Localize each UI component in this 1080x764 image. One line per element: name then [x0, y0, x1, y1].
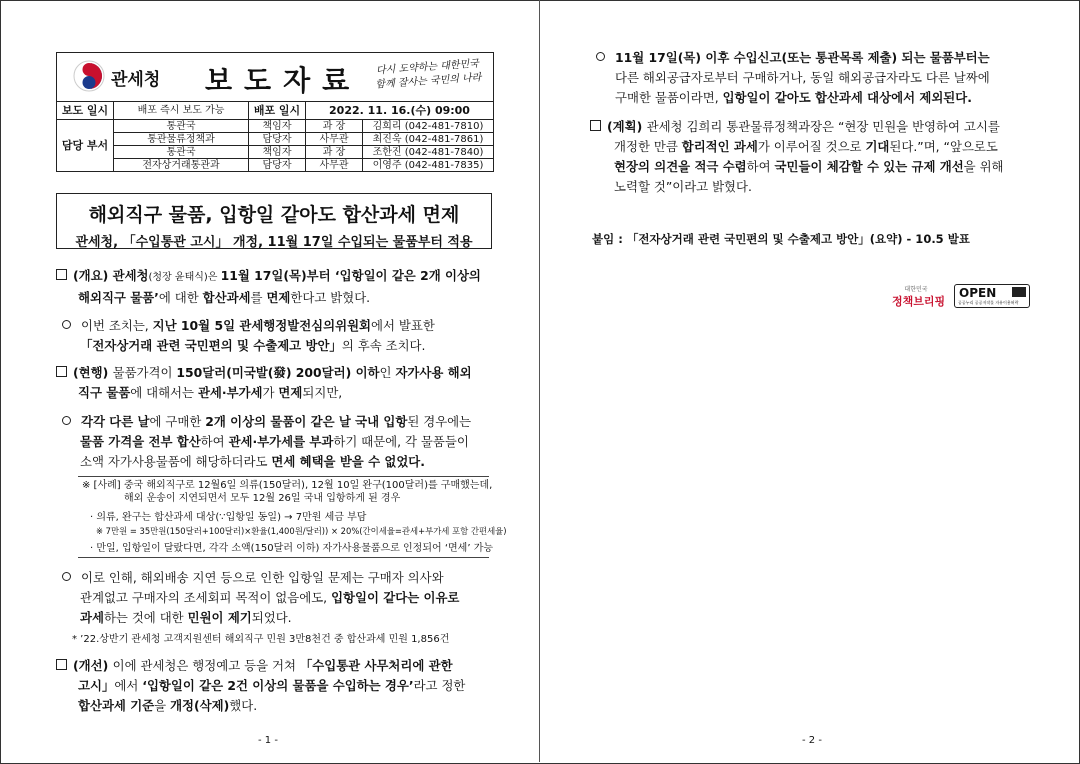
dept-label: 담당 부서 — [57, 120, 114, 172]
slogan-line-1: 다시 도약하는 대한민국 — [375, 58, 480, 77]
title-cell: 과 장 — [306, 146, 363, 159]
text-run: 을 위해 — [963, 159, 1004, 174]
text-run: 인 — [379, 365, 396, 380]
text-run: 입항일이 같아도 합산과세 대상에서 제외된다. — [722, 90, 972, 105]
page-1 — [0, 0, 540, 762]
section-plan — [590, 117, 1035, 197]
footnote: * ’22.상반기 관세청 고객지원센터 해외직구 민원 3만8천건 중 합산과세 민원 1,856건 — [72, 634, 450, 645]
page-number: - 2 - — [802, 735, 822, 746]
open-label-small: 공공누리 공공저작물 자유이용허락 — [958, 300, 1019, 305]
text-run: 「수입통관 사무처리에 관한 — [299, 658, 453, 673]
slogan-line-2: 함께 잘사는 국민의 나라 — [375, 72, 482, 91]
text-run: 다른 해외공급자로부터 구매하거나, 동일 해외공급자라도 다른 날짜에 — [615, 70, 990, 85]
dept-cell: 통관물류정책과 — [114, 133, 249, 146]
release-info-table — [56, 101, 494, 172]
case-line: · 의류, 완구는 합산과세 대상(∵입항일 동일) → 7만원 세금 부담 — [90, 512, 367, 523]
text-run: 고시」 — [78, 678, 115, 693]
text-run: 이에 관세청은 행정예고 등을 거쳐 — [112, 658, 300, 673]
policy-briefing-logo — [892, 284, 946, 308]
text-run: (개선) — [73, 658, 113, 673]
open-license-badge — [954, 284, 1030, 308]
text-run: 합산과세 — [202, 290, 251, 305]
text-run: 한다고 밝혔다. — [290, 290, 371, 305]
square-bullet-icon — [56, 366, 67, 377]
text-run: 개정(삭제) — [170, 698, 230, 713]
text-run: 에 대한 — [158, 290, 203, 305]
headline-sub: 관세청, 「수입통관 고시」 개정, 11월 17일 수입되는 물품부터 적용 — [75, 235, 473, 250]
text-run: 개정한 만큼 — [614, 139, 682, 154]
text-run: 를 — [250, 290, 267, 305]
open-label: OPEN — [959, 286, 997, 300]
section-overview — [56, 266, 496, 308]
text-run: 하여 — [200, 434, 229, 449]
text-run: (청장 윤태식)은 — [148, 272, 221, 283]
text-run: 에 대해서는 — [130, 385, 198, 400]
attachment-note: 붙임 : 「전자상거래 관련 국민편의 및 수출제고 방안」(요약) - 10.5 발표 — [592, 232, 970, 246]
text-run: 가 이루어질 것으로 — [757, 139, 866, 154]
text-run: 관계없고 구매자의 조세회피 목적이 없음에도, — [80, 590, 332, 605]
text-run: 물품 가격을 전부 합산 — [80, 434, 201, 449]
document-title: 보도자료 — [205, 64, 362, 97]
text-run: 합산과세 기준 — [78, 698, 155, 713]
text-run: 물품가격 — [112, 365, 161, 380]
taegeuk-logo-icon — [73, 60, 105, 92]
paragraph-exclusion — [596, 48, 1036, 108]
text-run: 2개 이상의 물품이 같은 날 국내 입항 — [205, 414, 408, 429]
text-run: 민원이 제기 — [187, 610, 252, 625]
brief-logo-text: 정책브리핑 — [892, 295, 946, 308]
press-header — [56, 52, 494, 102]
agency-name: 관세청 — [111, 70, 161, 90]
contact-cell: 조한진 (042-481-7840) — [363, 146, 494, 159]
text-run: 150달러(미국발(發) 200달러) 이하 — [176, 365, 380, 380]
title-cell: 사무관 — [306, 133, 363, 146]
text-run: 라고 정한 — [413, 678, 466, 693]
page-number: - 1 - — [258, 735, 278, 746]
text-run: 합리적인 과세 — [681, 139, 758, 154]
case-example-box — [78, 476, 507, 558]
text-run: 된다.”며, “앞으로도 — [889, 139, 998, 154]
text-run: 에서 — [114, 678, 143, 693]
text-run: 하기 때문에, 각 물품들이 — [333, 434, 469, 449]
role-cell: 담당자 — [249, 133, 306, 146]
text-run: 가 — [262, 385, 279, 400]
text-run: 이 — [160, 365, 177, 380]
deliver-label: 배포 일시 — [249, 102, 306, 120]
case-line: 해외 운송이 지연되면서 모두 12월 26일 국내 입항하게 된 경우 — [124, 493, 401, 504]
case-line: · 만일, 입항일이 달랐다면, 각각 소액(150달러 이하) 자가사용물품으로 인정되어 ‘면세’ 가능 — [90, 543, 494, 554]
text-run: ‘입항일이 같은 2건 이상의 물품을 수입하는 경우’ — [142, 678, 414, 693]
text-run: 하여 — [746, 159, 775, 174]
text-run: 기대 — [865, 139, 890, 154]
release-label: 보도 일시 — [57, 102, 114, 120]
text-run: 이번 조치는, — [81, 318, 153, 333]
text-run: (계획) — [607, 119, 647, 134]
text-run: 에서 발표한 — [371, 318, 435, 333]
contact-cell: 최진욱 (042-481-7861) — [363, 133, 494, 146]
case-line: ※ 7만원 = 35만원(150달러+100달러)×환율(1,400원/달러)) × 20%(간이세율=관세+부가세 포함 간편세율) — [96, 526, 507, 536]
dept-cell: 통관국 — [114, 120, 249, 133]
deliver-value: 2022. 11. 16.(수) 09:00 — [306, 102, 494, 120]
text-run: 에 구매한 — [149, 414, 206, 429]
text-run: 했다. — [229, 698, 258, 713]
text-run: 의 후속 조치다. — [341, 338, 426, 353]
text-run: 을 — [154, 698, 171, 713]
paragraph-problem — [62, 412, 494, 472]
text-run: 구매한 물품이라면, — [615, 90, 723, 105]
release-value: 배포 즉시 보도 가능 — [114, 102, 249, 120]
square-bullet-icon — [56, 269, 67, 280]
text-run: 관세청 김희리 통관물류정책과장은 “현장 민원을 반영하여 고시를 — [646, 119, 1000, 134]
text-run: 현장의 의견을 적극 수렴 — [614, 159, 747, 174]
section-improvement — [56, 656, 496, 716]
dept-cell: 전자상거래통관과 — [114, 159, 249, 172]
text-run: 관세·부가세를 부과 — [228, 434, 334, 449]
circle-bullet-icon — [62, 416, 71, 425]
text-run: 국민들이 체감할 수 있는 규제 개선 — [774, 159, 964, 174]
role-cell: 책임자 — [249, 146, 306, 159]
contact-cell: 이영주 (042-481-7835) — [363, 159, 494, 172]
paragraph-complaints — [62, 568, 494, 628]
text-run: 각각 다른 날 — [81, 414, 150, 429]
text-run: 면세 혜택을 받을 수 없었다. — [271, 454, 425, 469]
headline-main: 해외직구 물품, 입항일 같아도 합산과세 면제 — [88, 204, 460, 226]
text-run: 과세 — [80, 610, 104, 625]
text-run: 이로 인해, 해외배송 지연 등으로 인한 입항일 문제는 구매자 의사와 — [81, 570, 444, 585]
text-run: 자가사용 해외 — [395, 365, 472, 380]
title-cell: 사무관 — [306, 159, 363, 172]
text-run: 소액 자가사용물품에 해당하더라도 — [80, 454, 272, 469]
text-run: 되지만, — [302, 385, 343, 400]
text-run: 하는 것에 대한 — [103, 610, 188, 625]
text-run: 관세·부가세 — [197, 385, 263, 400]
license-icon — [1012, 287, 1026, 297]
text-run: 「전자상거래 관련 국민편의 및 수출제고 방안」 — [80, 338, 342, 353]
title-cell: 과 장 — [306, 120, 363, 133]
paragraph-measure — [62, 316, 492, 356]
page-2 — [540, 0, 1078, 762]
headline-box — [56, 193, 492, 249]
text-run: (개요) — [73, 268, 113, 283]
text-run: 해외직구 물품’ — [78, 290, 159, 305]
text-run: 관세청 — [112, 268, 149, 283]
text-run: 노력할 것”이라고 밝혔다. — [614, 179, 752, 194]
text-run: 입항일이 같다는 이유로 — [331, 590, 460, 605]
role-cell: 책임자 — [249, 120, 306, 133]
text-run: 면제 — [266, 290, 291, 305]
text-run: 면제 — [278, 385, 303, 400]
square-bullet-icon — [56, 659, 67, 670]
slogan — [362, 56, 494, 93]
text-run: (현행) — [73, 365, 113, 380]
circle-bullet-icon — [62, 572, 71, 581]
text-run: 되었다. — [251, 610, 292, 625]
section-current — [56, 363, 496, 403]
text-run: 11월 17일(목) 이후 수입신고(또는 통관목록 제출) 되는 물품부터는 — [615, 50, 990, 65]
case-line: ※ [사례] 중국 해외직구로 12월6일 의류(150달러), 12월 10일 완구(100달러)를 구매했는데, — [82, 480, 493, 491]
circle-bullet-icon — [62, 320, 71, 329]
role-cell: 담당자 — [249, 159, 306, 172]
brief-logo-small: 대한민국 — [904, 286, 928, 293]
text-run: 된 경우에는 — [407, 414, 472, 429]
dept-cell: 통관국 — [114, 146, 249, 159]
circle-bullet-icon — [596, 52, 605, 61]
text-run: 직구 물품 — [78, 385, 131, 400]
text-run: 지난 10월 5일 관세행정발전심의위원회 — [152, 318, 372, 333]
contact-cell: 김희리 (042-481-7810) — [363, 120, 494, 133]
square-bullet-icon — [590, 120, 601, 131]
text-run: 11월 17일(목)부터 ‘입항일이 같은 2개 이상의 — [220, 268, 481, 283]
